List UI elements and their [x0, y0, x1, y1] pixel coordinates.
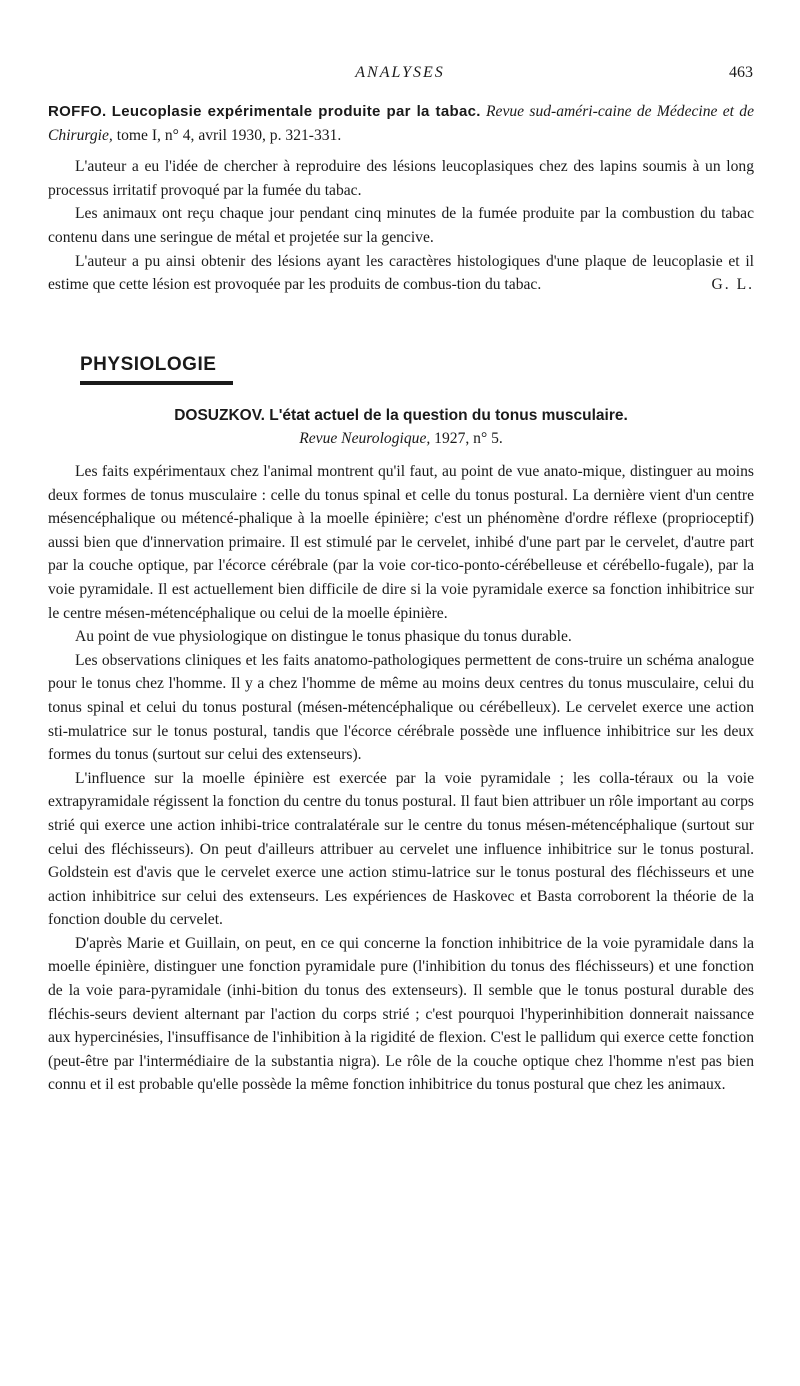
paragraph: Les faits expérimentaux chez l'animal montrent qu'il faut, au point de vue anato-mique, distinguer au moins deux formes de tonus musculaire : celle du tonus spinal et celle du tonus postural. La dernière vient d'un centre mésencéphalique ou métencé-phalique à la moelle épinière; c'est un phénomène d'ordre réflexe (proprioceptif) aussi bien que d'innervation primaire. Il est stimulé par le cervelet, inhibé d'une part par le cervelet, d'autre part par la couche optique, par l'écorce cérébrale (par la voie cor-tico-ponto-cérébelleuse et cérébello-fugale), par la voie pyramidale. Il est actuellement bien difficile de dire si la voie pyramidale exerce sa fonction inhibitrice sur le centre mésen-métencéphalique ou celui de la moelle épinière.: [48, 463, 754, 622]
section-rule: [80, 381, 233, 385]
review-author: ROFFO.: [48, 103, 107, 120]
review-heading-dosuzkov: [48, 404, 754, 450]
running-head: [0, 62, 800, 86]
review-roffo: [48, 100, 754, 297]
paragraph: Les observations cliniques et les faits anatomo-pathologiques permettent de cons-truire un schéma analogue pour le tonus chez l'homme. Il y a chez l'homme de même au moins deux centres du tonus musculaire, celui du tonus spinal et celui du tonus postural (mésen-métencéphalique ou cérébelleux). Le cervelet exerce une action sti-mulatrice sur le tonus postural, tandis que l'écorce cérébrale possède une influence inhibitrice sur les deux formes du tonus (surtout sur celui des extenseurs).: [48, 651, 754, 764]
review-heading: [48, 100, 754, 147]
paragraph: Au point de vue physiologique on distingue le tonus phasique du tonus durable.: [75, 628, 572, 646]
review-title: L'état actuel de la question du tonus musculaire.: [269, 407, 628, 424]
review-title-line: [48, 404, 754, 427]
review-source: Revue Neurologique,: [299, 430, 431, 447]
review-title: Leucoplasie expérimentale produite par la tabac.: [111, 103, 481, 120]
paragraph-text: L'auteur a pu ainsi obtenir des lésions ayant les caractères histologiques d'une plaque de leucoplasie et il estime que cette lésion est provoquée par les produits de combus-tion du tabac.: [48, 252, 754, 294]
running-title: ANALYSES: [355, 64, 445, 81]
paragraph: L'influence sur la moelle épinière est exercée par la voie pyramidale ; les colla-téraux ou la voie extrapyramidale régissent la fonction du centre du tonus postural. Il faut bien attribuer un rôle important au corps strié qui exerce une action inhibi-trice contralatérale sur le centre du tonus mésen-métencéphalique (surtout sur celui des fléchisseurs). On peut d'ailleurs attribuer au cervelet une influence inhibitrice sur le tonus postural. Goldstein est d'avis que le cervelet exerce une action stimu-latrice sur le tonus postural des fléchisseurs et une action inhibitrice sur celui des extenseurs. Les expériences de Haskovec et Basta corroborent la théorie de la fonction double du cervelet.: [48, 769, 754, 929]
paragraph: L'auteur a eu l'idée de chercher à reproduire des lésions leucoplasiques chez des lapins soumis à un long processus irritatif provoqué par la fumée du tabac.: [48, 158, 754, 199]
paragraph: D'après Marie et Guillain, on peut, en ce qui concerne la fonction inhibitrice de la voie pyramidale dans la moelle épinière, distinguer une fonction pyramidale pure (l'inhibition du tonus des fléchisseurs) et une fonction de la voie para-pyramidale (inhi-bition du tonus des extenseurs). Il semble que le tonus postural durable des fléchis-seurs devient alternant par l'action du corps strié ; c'est pourquoi l'hyperinhibition donnerait naissance aux hypercinésies, l'insuffisance de l'inhibition à la rigidité de flexion. C'est le pallidum qui exerce cette fonction (peut-être par l'intermédiaire de la substantia nigra). Le rôle de la couche optique chez l'homme n'est pas bien connu et il est probable qu'elle possède la même fonction inhibitrice du tonus postural que chez les animaux.: [48, 934, 754, 1094]
review-signature: G. L.: [711, 276, 754, 294]
paragraph: Les animaux ont reçu chaque jour pendant cinq minutes de la fumée produite par la combustion du tabac contenu dans une seringue de métal et projetée sur la gencive.: [48, 205, 754, 246]
review-dosuzkov: [48, 460, 754, 1097]
page-number: 463: [729, 64, 753, 81]
paragraph: [48, 250, 754, 297]
section-heading: PHYSIOLOGIE: [80, 354, 217, 375]
review-details: 1927, n° 5.: [434, 430, 503, 447]
review-author: DOSUZKOV.: [174, 407, 265, 424]
review-details: tome I, n° 4, avril 1930, p. 321-331.: [116, 126, 342, 144]
review-source-line: [48, 427, 754, 450]
review-source: Revue sud-améri-caine de Médecine et de Chirurgie,: [48, 103, 755, 144]
